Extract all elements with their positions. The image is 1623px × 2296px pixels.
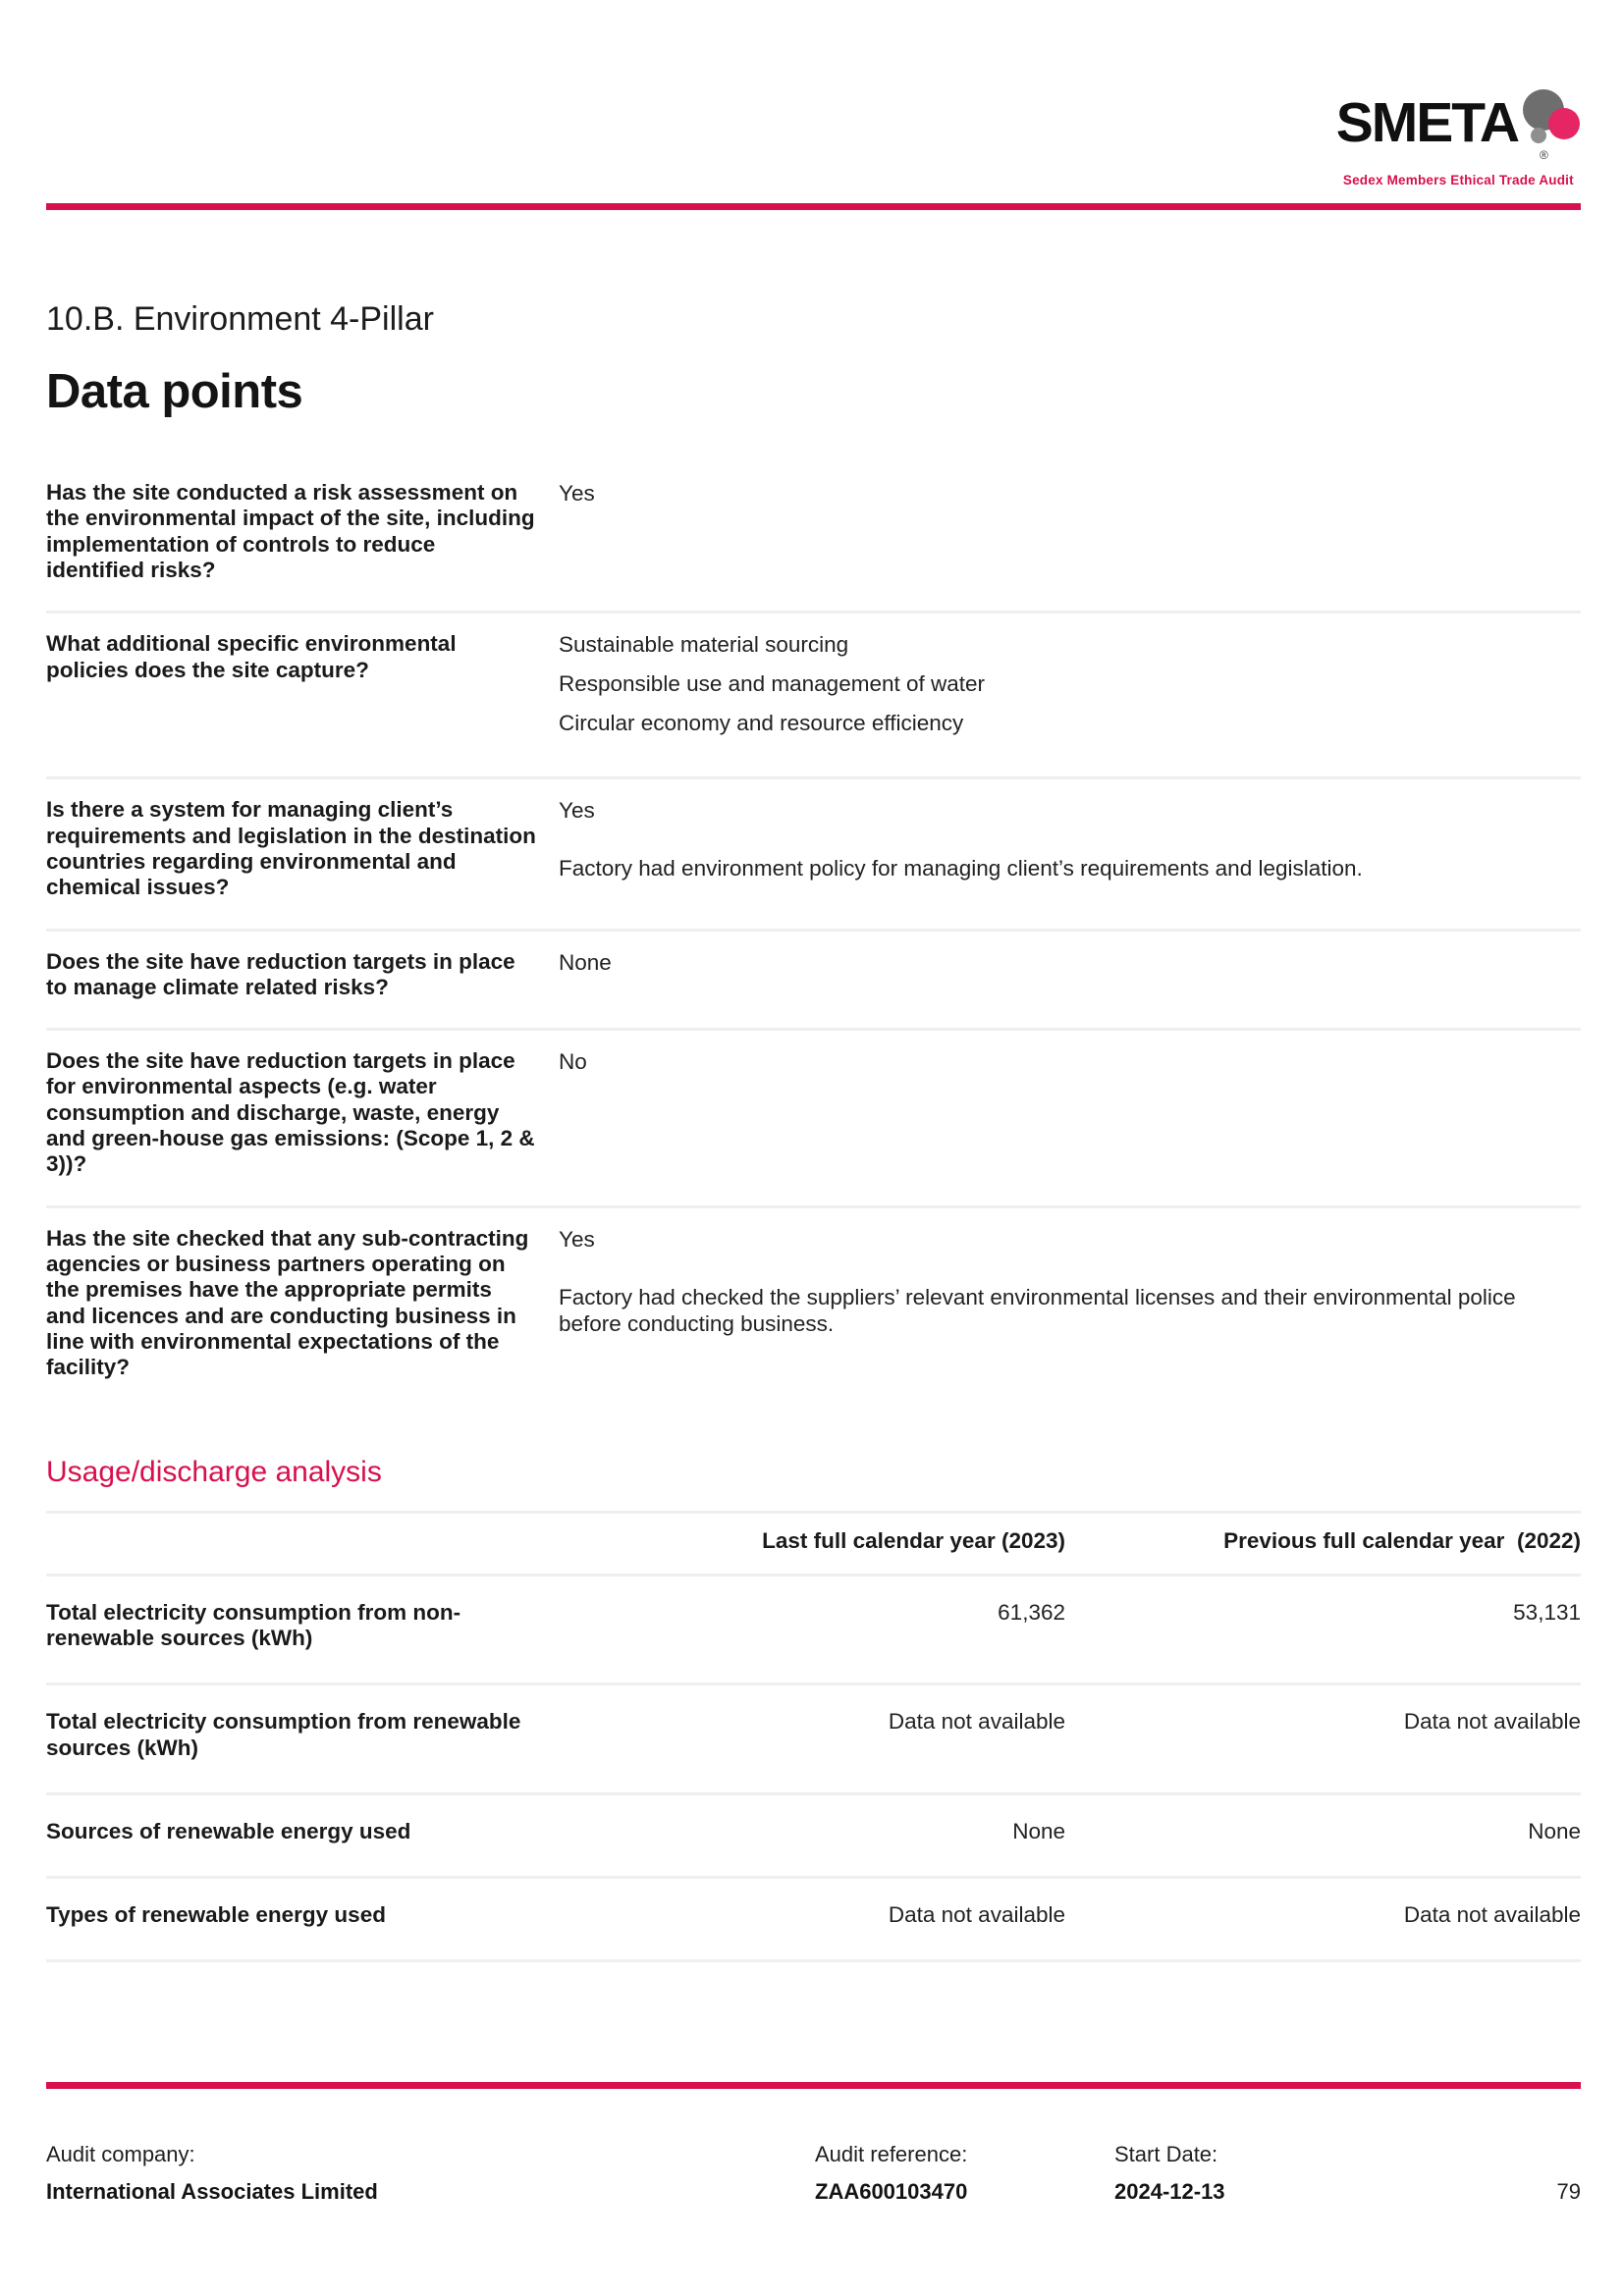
- answer-comment: Factory had checked the suppliers’ relevant environmental licenses and their environmental police before conducting business.: [559, 1284, 1516, 1336]
- usage-row-renewable-sources: [46, 1795, 1581, 1879]
- question-text: Has the site checked that any sub-contracting agencies or business partners operating on the premises have the appropriate permits and licences and are conducting business in line with environmental expectations of the facility?: [46, 1225, 529, 1380]
- usage-row-label: Types of renewable energy used: [46, 1902, 386, 1928]
- answer-cell: [559, 949, 1581, 1001]
- usage-value-2023: None: [1012, 1818, 1065, 1843]
- usage-header-spacer: [46, 1528, 559, 1554]
- qa-row-client-requirements: [46, 776, 1581, 928]
- audit-company-label: Audit company:: [46, 2142, 195, 2167]
- audit-reference-label: Audit reference:: [815, 2142, 968, 2167]
- usage-row-label: Sources of renewable energy used: [46, 1818, 411, 1843]
- question-text: Does the site have reduction targets in place for environmental aspects (e.g. water consumption and discharge, waste, energy and green-house gas emissions: (Scope 1, 2 & 3))?: [46, 1048, 535, 1177]
- qa-row-risk-assessment: [46, 462, 1581, 611]
- usage-table: [46, 1511, 1581, 1963]
- smeta-dots-icon: [1520, 84, 1581, 171]
- qa-row-additional-policies: [46, 611, 1581, 776]
- audit-reference-value: ZAA600103470: [815, 2179, 968, 2205]
- answer-text: No: [559, 1049, 587, 1075]
- qa-row-subcontracting-permits: [46, 1205, 1581, 1409]
- question-text: Is there a system for managing client’s requirements and legislation in the destination countries regarding environmental and chemical issues?: [46, 797, 536, 900]
- question-text: What additional specific environmental policies does the site capture?: [46, 631, 457, 682]
- answer-cell: [559, 1048, 1581, 1178]
- answer-cell: [559, 631, 1581, 749]
- usage-row-renewable-types: [46, 1879, 1581, 1962]
- usage-row-label: Total electricity consumption from non-renewable sources (kWh): [46, 1599, 461, 1650]
- answer-cell: [559, 797, 1581, 900]
- usage-col-2023: Last full calendar year (2023): [762, 1527, 1065, 1553]
- smeta-wordmark: SMETA: [1335, 91, 1518, 154]
- start-date-value: 2024-12-13: [1114, 2179, 1225, 2205]
- answer-text: Yes: [559, 798, 595, 824]
- usage-value-2022: Data not available: [1403, 1902, 1581, 1928]
- footer-audit-reference: [815, 2142, 1114, 2205]
- answer-text: Sustainable material sourcing: [559, 632, 849, 658]
- question-text: Has the site conducted a risk assessment on the environmental impact of the site, including implementation of controls to reduce identified risks?: [46, 480, 535, 582]
- audit-company-value: International Associates Limited: [46, 2179, 378, 2205]
- usage-col-2022: Previous full calendar year (2022): [1223, 1527, 1581, 1553]
- answer-text: Responsible use and management of water: [559, 671, 986, 697]
- usage-value-2022: Data not available: [1403, 1709, 1581, 1735]
- answer-text: Yes: [559, 481, 595, 506]
- footer-divider-rule: [46, 2082, 1581, 2089]
- usage-value-2023: Data not available: [888, 1902, 1065, 1928]
- answer-comment: Factory had environment policy for managing client’s requirements and legislation.: [559, 856, 1363, 881]
- qa-row-environmental-targets: [46, 1028, 1581, 1205]
- page-number: 79: [1556, 2179, 1581, 2205]
- footer-audit-company: [46, 2142, 815, 2205]
- answer-text: None: [559, 949, 612, 975]
- usage-row-renewable-electricity: [46, 1685, 1581, 1795]
- qa-row-climate-targets: [46, 929, 1581, 1029]
- section-title: 10.B. Environment 4-Pillar: [46, 300, 434, 338]
- usage-value-2023: 61,362: [998, 1599, 1065, 1625]
- answer-cell: [559, 480, 1581, 583]
- usage-table-header: [46, 1511, 1581, 1576]
- usage-value-2023: Data not available: [888, 1709, 1065, 1735]
- smeta-logo: [1335, 91, 1581, 187]
- usage-discharge-heading: Usage/discharge analysis: [46, 1455, 382, 1488]
- smeta-logo-row: [1335, 91, 1581, 171]
- page-title: Data points: [46, 365, 303, 418]
- start-date-label: Start Date:: [1114, 2142, 1218, 2167]
- usage-row-label: Total electricity consumption from renewable sources (kWh): [46, 1709, 521, 1760]
- usage-value-2022: 53,131: [1513, 1599, 1581, 1625]
- page-footer: [46, 2142, 1581, 2205]
- answer-cell: [559, 1226, 1581, 1381]
- top-divider-rule: [46, 203, 1581, 210]
- usage-row-nonrenewable-electricity: [46, 1576, 1581, 1686]
- footer-start-date: [1114, 2142, 1225, 2205]
- registered-mark: ®: [1540, 148, 1548, 162]
- answer-text: Yes: [559, 1226, 595, 1252]
- footer-start-date-and-page: [1114, 2142, 1581, 2205]
- answer-text: Circular economy and resource efficiency: [559, 711, 964, 736]
- data-points-table: [46, 462, 1581, 1409]
- logo-area: [46, 0, 1581, 187]
- smeta-tagline: Sedex Members Ethical Trade Audit: [1342, 173, 1574, 187]
- question-text: Does the site have reduction targets in place to manage climate related risks?: [46, 948, 515, 999]
- usage-value-2022: None: [1528, 1818, 1581, 1843]
